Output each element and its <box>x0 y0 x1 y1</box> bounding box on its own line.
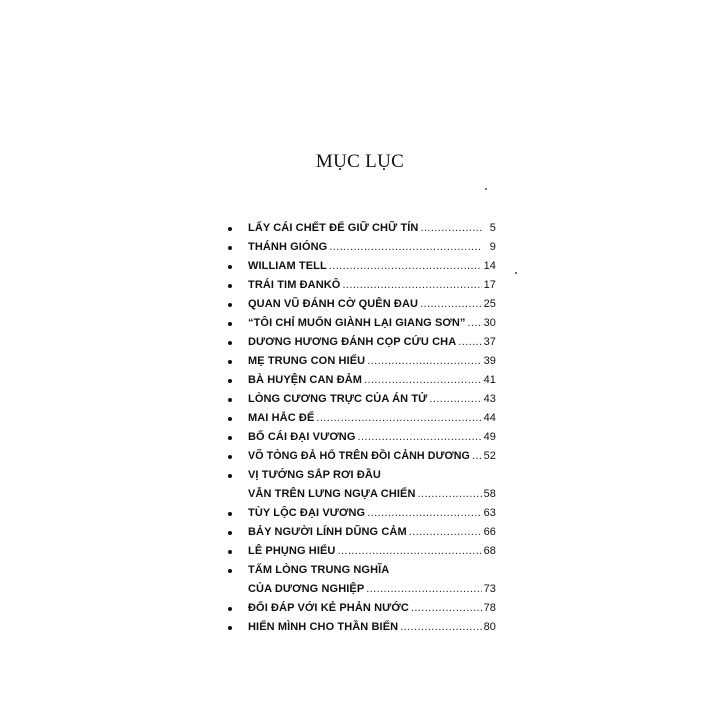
toc-entry-title: TẤM LÒNG TRUNG NGHĨA <box>248 564 390 576</box>
stray-mark <box>485 188 487 190</box>
bullet-icon <box>228 322 232 326</box>
bullet-icon <box>228 284 232 288</box>
toc-entry-page-number: 39 <box>483 355 496 367</box>
bullet-icon <box>228 360 232 364</box>
bullet-icon <box>228 474 232 478</box>
toc-entry <box>228 618 496 637</box>
toc-entry-title: MAI HẮC ĐẾ <box>248 412 315 424</box>
toc-entry <box>228 314 496 333</box>
toc-entry-page-number: 78 <box>483 602 496 614</box>
dot-leader <box>400 618 481 637</box>
toc-entry-title: CỦA DƯƠNG NGHIỆP <box>248 583 365 595</box>
toc-entry-page-number: 43 <box>483 393 496 405</box>
toc-entry-page-number: 14 <box>483 260 496 272</box>
bullet-icon <box>228 265 232 269</box>
toc-entry <box>228 580 496 599</box>
toc-entry-title: DƯƠNG HƯƠNG ĐÁNH CỌP CỨU CHA <box>248 336 457 348</box>
dot-leader <box>420 219 482 238</box>
dot-leader <box>367 504 481 523</box>
toc-entry-title: TÙY LỘC ĐẠI VƯƠNG <box>248 507 366 519</box>
toc-entry <box>228 238 496 257</box>
toc-entry <box>228 504 496 523</box>
toc-entry-page-number: 5 <box>489 222 496 234</box>
bullet-icon <box>228 607 232 611</box>
bullet-icon <box>228 341 232 345</box>
toc-entry <box>228 428 496 447</box>
toc-entry-page-number: 66 <box>483 526 496 538</box>
toc-entry-page-number: 37 <box>483 336 496 348</box>
toc-entry-page-number: 49 <box>483 431 496 443</box>
toc-entry <box>228 466 496 485</box>
bullet-icon <box>228 417 232 421</box>
bullet-icon <box>228 550 232 554</box>
toc-entry-title: VỊ TƯỚNG SẮP RƠI ĐẦU <box>248 469 381 481</box>
toc-entry-title: LẤY CÁI CHẾT ĐỂ GIỮ CHỮ TÍN <box>248 222 419 234</box>
bullet-icon <box>228 303 232 307</box>
dot-leader <box>364 371 482 390</box>
dot-leader <box>358 428 482 447</box>
dot-leader <box>316 409 481 428</box>
toc-entry-page-number: 17 <box>483 279 496 291</box>
page-title: MỤC LỤC <box>315 151 405 172</box>
toc-entry <box>228 447 496 466</box>
toc-entry <box>228 390 496 409</box>
toc-entry <box>228 333 496 352</box>
bullet-icon <box>228 455 232 459</box>
table-of-contents <box>228 219 496 637</box>
dot-leader <box>329 257 482 276</box>
toc-entry-page-number: 44 <box>483 412 496 424</box>
toc-entry <box>228 257 496 276</box>
dot-leader <box>342 276 481 295</box>
toc-entry <box>228 352 496 371</box>
toc-entry-title: TRÁI TIM ĐANKÔ <box>248 279 341 291</box>
dot-leader <box>409 523 482 542</box>
toc-entry-title: THÁNH GIÓNG <box>248 241 328 253</box>
toc-entry-page-number: 68 <box>483 545 496 557</box>
bullet-icon <box>228 379 232 383</box>
dot-leader <box>458 333 481 352</box>
dot-leader <box>337 542 481 561</box>
bullet-icon <box>228 398 232 402</box>
toc-entry-title: VÕ TÒNG ĐẢ HỔ TRÊN ĐỒI CẢNH DƯƠNG <box>248 450 470 462</box>
bullet-icon <box>228 436 232 440</box>
dot-leader <box>366 580 481 599</box>
toc-entry <box>228 485 496 504</box>
toc-entry-page-number: 30 <box>483 317 496 329</box>
dot-leader <box>420 295 481 314</box>
toc-entry <box>228 295 496 314</box>
dot-leader <box>411 599 482 618</box>
toc-entry <box>228 523 496 542</box>
toc-entry-page-number: 73 <box>483 583 496 595</box>
dot-leader <box>367 352 481 371</box>
toc-entry-title: BÀ HUYỆN CAN ĐẢM <box>248 374 363 386</box>
toc-entry <box>228 276 496 295</box>
toc-entry-title: BỐ CÁI ĐẠI VƯƠNG <box>248 431 356 443</box>
toc-entry-title: ĐỐI ĐÁP VỚI KẺ PHẢN NƯỚC <box>248 602 409 614</box>
dot-leader <box>472 447 482 466</box>
bullet-icon <box>228 531 232 535</box>
toc-entry-title: LÊ PHỤNG HIỂU <box>248 545 336 557</box>
toc-entry-title: HIẾN MÌNH CHO THẦN BIỂN <box>248 621 399 633</box>
toc-entry-page-number: 58 <box>483 488 496 500</box>
toc-entry-page-number: 80 <box>483 621 496 633</box>
toc-entry-page-number: 9 <box>489 241 496 253</box>
toc-entry-title: BẢY NGƯỜI LÍNH DŨNG CẢM <box>248 526 407 538</box>
toc-entry <box>228 599 496 618</box>
toc-entry-page-number: 63 <box>483 507 496 519</box>
dot-leader <box>429 390 481 409</box>
toc-entry-page-number: 25 <box>483 298 496 310</box>
toc-entry-title: LÒNG CƯƠNG TRỰC CỦA ÁN TỬ <box>248 393 428 405</box>
toc-entry-page-number: 41 <box>483 374 496 386</box>
dot-leader <box>329 238 482 257</box>
bullet-icon <box>228 246 232 250</box>
toc-entry <box>228 542 496 561</box>
bullet-icon <box>228 569 232 573</box>
toc-entry-title: VẪN TRÊN LƯNG NGỰA CHIẾN <box>248 488 416 500</box>
bullet-icon <box>228 227 232 231</box>
toc-entry <box>228 219 496 238</box>
toc-entry-title: QUAN VŨ ĐÁNH CỜ QUÊN ĐAU <box>248 298 419 310</box>
bullet-icon <box>228 512 232 516</box>
toc-entry-page-number: 52 <box>483 450 496 462</box>
toc-entry-title: WILLIAM TELL <box>248 260 327 272</box>
dot-leader <box>418 485 482 504</box>
toc-entry-title: “TÔI CHỈ MUỐN GIÀNH LẠI GIANG SƠN” <box>248 317 466 329</box>
stray-mark <box>515 272 517 274</box>
toc-entry <box>228 409 496 428</box>
toc-entry <box>228 371 496 390</box>
toc-entry <box>228 561 496 580</box>
bullet-icon <box>228 626 232 630</box>
dot-leader <box>468 314 482 333</box>
toc-entry-title: MẸ TRUNG CON HIẾU <box>248 355 366 367</box>
